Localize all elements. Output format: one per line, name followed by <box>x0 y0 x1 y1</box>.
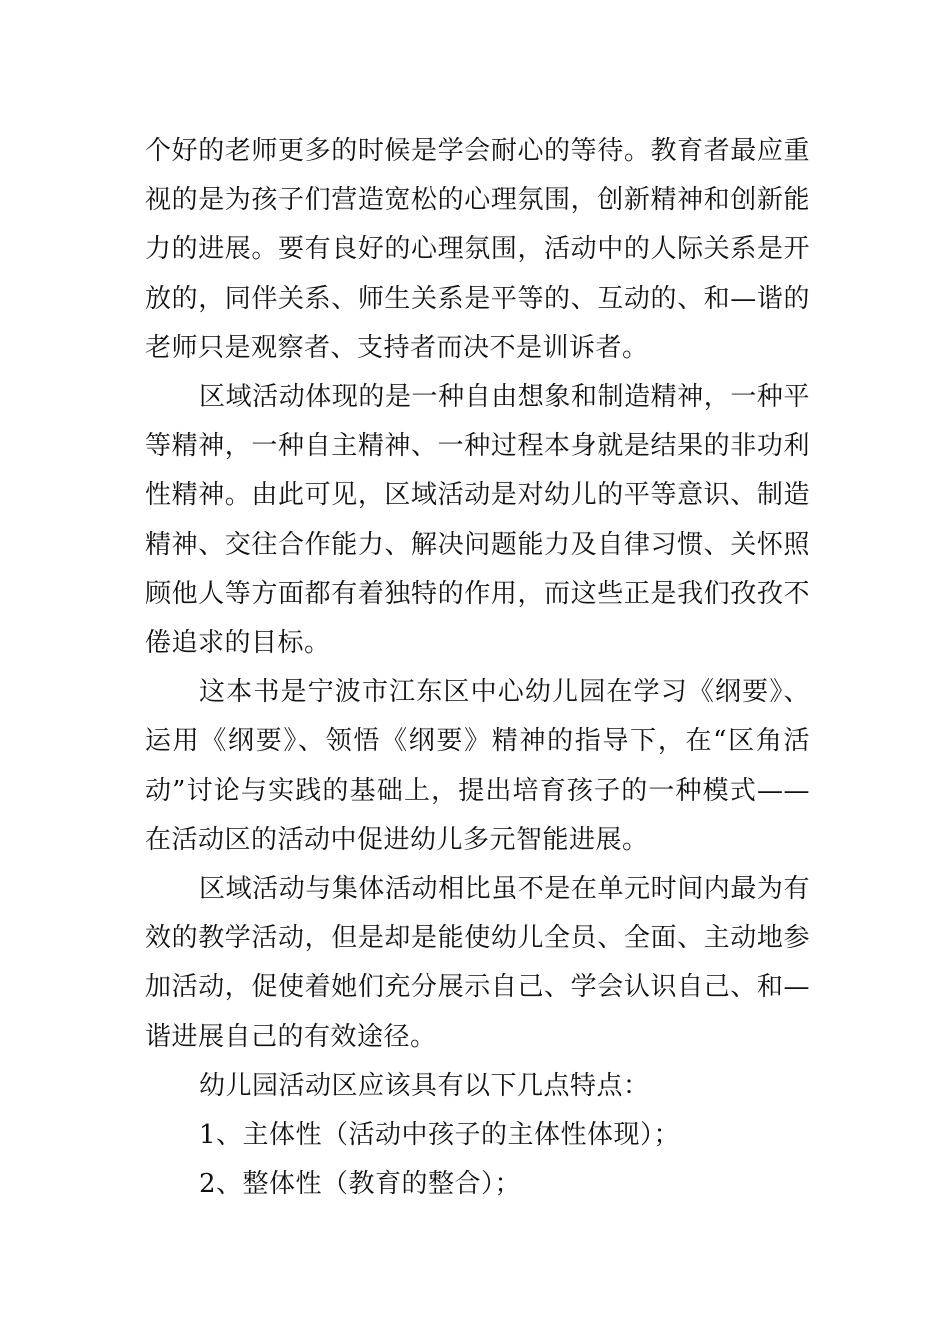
paragraph-continuation: 个好的老师更多的时候是学会耐心的等待。教育者最应重视的是为孩子们营造宽松的心理氛围，创新精神和创新能力的进展。要有良好的心理氛围，活动中的人际关系是开放的，同伴关系、师生关系是平等的、互动的、和—谐的老师只是观察者、支持者而决不是训诉者。 <box>145 136 810 363</box>
document-body <box>145 127 810 1209</box>
paragraph-regional-vs-collective: 区域活动与集体活动相比虽不是在单元时间内最为有效的教学活动，但是却是能使幼儿全员、全面、主动地参加活动，促使着她们充分展示自己、学会认识自己、和—谐进展自己的有效途径。 <box>145 874 810 1052</box>
paragraph-features-intro: 幼儿园活动区应该具有以下几点特点： <box>199 1070 650 1101</box>
paragraph-book-intro: 这本书是宁波市江东区中心幼儿园在学习《纲要》、运用《纲要》、领悟《纲要》精神的指导下，在“区角活动”讨论与实践的基础上，提出培育孩子的一种模式——在活动区的活动中促进幼儿多元智能进展。 <box>145 677 810 855</box>
list-item-subjectivity: 1、主体性（活动中孩子的主体性体现）； <box>199 1120 681 1151</box>
paragraph-regional-activity-spirit: 区域活动体现的是一种自由想象和制造精神，一种平等精神，一种自主精神、一种过程本身就是结果的非功利性精神。由此可见，区域活动是对幼儿的平等意识、制造精神、交往合作能力、解决问题能力及自律习惯、关怀照顾他人等方面都有着独特的作用，而这些正是我们孜孜不倦追求的目标。 <box>145 382 810 659</box>
list-item-integrity: 2、整体性（教育的整合）； <box>199 1169 522 1200</box>
